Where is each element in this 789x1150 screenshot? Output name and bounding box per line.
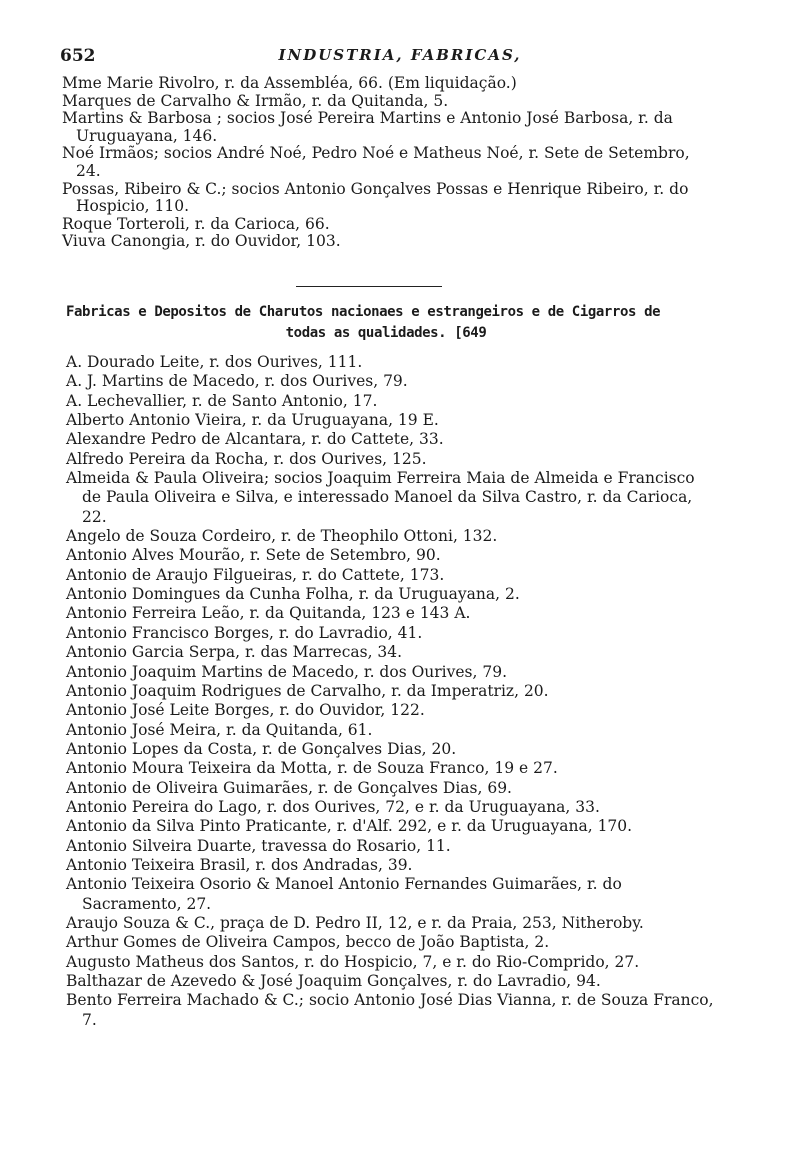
list-item: Alexandre Pedro de Alcantara, r. do Cattete, 33. <box>66 430 444 449</box>
list-item: Alberto Antonio Vieira, r. da Uruguayana, 19 E. <box>66 411 439 430</box>
list-item: Martins & Barbosa ; socios José Pereira Martins e Antonio José Barbosa, r. da Uruguayana, 146. <box>62 109 673 145</box>
running-title: INDUSTRIA, FABRICAS, <box>278 46 522 64</box>
section-divider <box>296 286 442 287</box>
list-item: Angelo de Souza Cordeiro, r. de Theophilo Ottoni, 132. <box>66 527 498 546</box>
list-item: Antonio Silveira Duarte, travessa do Rosario, 11. <box>66 836 451 855</box>
section-heading-line2: todas as qualidades. [649 <box>285 325 487 341</box>
list-item: Antonio Joaquim Martins de Macedo, r. dos Ourives, 79. <box>66 662 508 681</box>
list-item: A. Lechevallier, r. de Santo Antonio, 17. <box>66 391 378 410</box>
section-heading-line1: Fabricas e Depositos de Charutos nacionaes e estrangeiros e de Cigarros de <box>66 304 661 320</box>
list-item: Almeida & Paula Oliveira; socios Joaquim Ferreira Maia de Almeida e Francisco de Paula Oliveira e Silva, e interessado Manoel da Silva Castro, r. da Carioca, 22. <box>66 469 695 526</box>
list-item: Antonio Pereira do Lago, r. dos Ourives, 72, e r. da Uruguayana, 33. <box>66 797 600 816</box>
list-item: Araujo Souza & C., praça de D. Pedro II, 12, e r. da Praia, 253, Nitheroby. <box>66 913 644 932</box>
list-item: A. Dourado Leite, r. dos Ourives, 111. <box>66 353 363 371</box>
list-item: Arthur Gomes de Oliveira Campos, becco de João Baptista, 2. <box>66 933 550 952</box>
list-item: Augusto Matheus dos Santos, r. do Hospicio, 7, e r. do Rio-Comprido, 27. <box>66 952 640 971</box>
list-item: Antonio de Araujo Filgueiras, r. do Cattete, 173. <box>66 565 445 584</box>
list-item: Antonio José Leite Borges, r. do Ouvidor, 122. <box>66 701 425 720</box>
list-item: Antonio Moura Teixeira da Motta, r. de Souza Franco, 19 e 27. <box>66 759 558 778</box>
list-item: Antonio Teixeira Brasil, r. dos Andradas, 39. <box>66 855 413 874</box>
list-item: Possas, Ribeiro & C.; socios Antonio Gonçalves Possas e Henrique Ribeiro, r. do Hospicio, 110. <box>62 179 689 216</box>
list-item: Antonio de Oliveira Guimarães, r. de Gonçalves Dias, 69. <box>66 778 512 797</box>
continued-entries <box>62 75 702 251</box>
list-item: Marques de Carvalho & Irmão, r. da Quitanda, 5. <box>62 91 449 110</box>
list-item: Antonio Ferreira Leão, r. da Quitanda, 123 e 143 A. <box>66 604 471 623</box>
list-item: Antonio Joaquim Rodrigues de Carvalho, r. da Imperatriz, 20. <box>66 681 549 700</box>
list-item: Bento Ferreira Machado & C.; socio Antonio José Dias Vianna, r. de Souza Franco, 7. <box>66 991 714 1029</box>
list-item: Antonio Domingues da Cunha Folha, r. da Uruguayana, 2. <box>66 585 520 604</box>
list-item: Antonio da Silva Pinto Praticante, r. d'Alf. 292, e r. da Uruguayana, 170. <box>66 817 633 836</box>
list-item: Viuva Canongia, r. do Ouvidor, 103. <box>62 232 341 251</box>
list-item: Antonio Garcia Serpa, r. das Marrecas, 34. <box>66 643 403 662</box>
list-item: Antonio Francisco Borges, r. do Lavradio, 41. <box>66 623 423 642</box>
list-item: Antonio Teixeira Osorio & Manoel Antonio Fernandes Guimarães, r. do Sacramento, 27. <box>66 875 622 913</box>
list-item: Roque Torteroli, r. da Carioca, 66. <box>62 214 330 233</box>
section-entries <box>66 353 718 1030</box>
page-number: 652 <box>60 46 96 66</box>
list-item: Antonio José Meira, r. da Quitanda, 61. <box>66 720 373 739</box>
list-item: Mme Marie Rivolro, r. da Assembléa, 66. (Em liquidação.) <box>62 74 517 92</box>
list-item: A. J. Martins de Macedo, r. dos Ourives, 79. <box>66 372 408 391</box>
list-item: Balthazar de Azevedo & José Joaquim Gonçalves, r. do Lavradio, 94. <box>66 972 601 990</box>
list-item: Noé Irmãos; socios André Noé, Pedro Noé e Matheus Noé, r. Sete de Setembro, 24. <box>62 144 690 180</box>
page-header <box>60 46 740 68</box>
list-item: Antonio Alves Mourão, r. Sete de Setembro, 90. <box>66 546 441 565</box>
section-heading <box>66 302 706 344</box>
list-item: Alfredo Pereira da Rocha, r. dos Ourives, 125. <box>66 449 427 468</box>
list-item: Antonio Lopes da Costa, r. de Gonçalves Dias, 20. <box>66 739 457 758</box>
